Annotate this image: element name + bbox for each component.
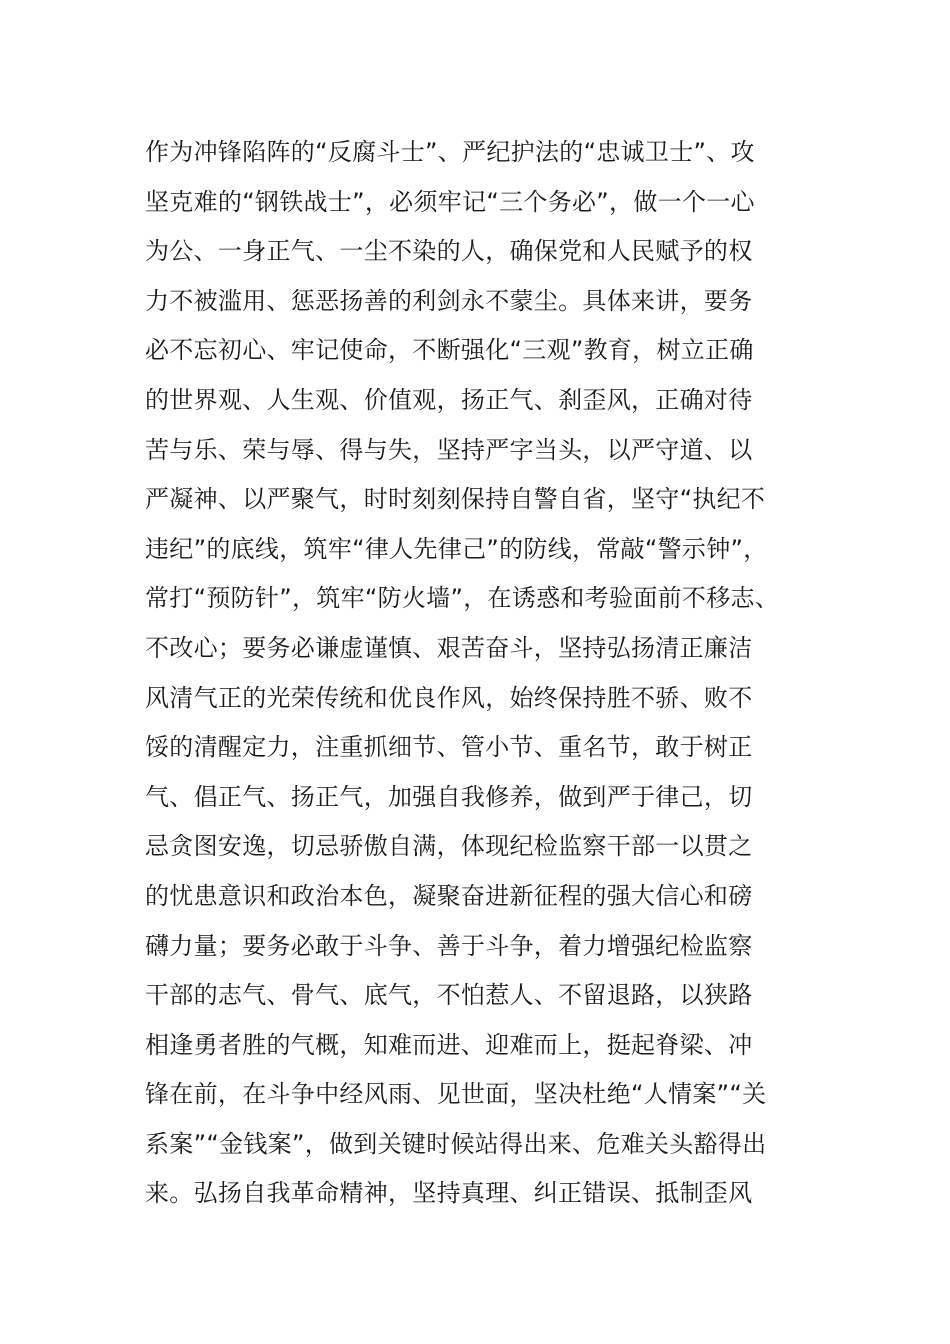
text-line: 馁的清醒定力，注重抓细节、管小节、重名节，敢于树正 [145,733,753,762]
text-line: 苦与乐、荣与辱、得与失，坚持严字当头，以严守道、以 [145,435,753,464]
text-line: 必不忘初心、牢记使命，不断强化“三观”教育，树立正确 [145,336,754,365]
text-line: 来。弘扬自我革命精神，坚持真理、纠正错误、抵制歪风 [145,1179,753,1208]
text-line: 的世界观、人生观、价值观，扬正气、刹歪风，正确对待 [145,385,753,414]
text-line: 为公、一身正气、一尘不染的人，确保党和人民赋予的权 [145,237,753,266]
text-line: 不改心；要务必谦虚谨慎、艰苦奋斗，坚持弘扬清正廉洁 [145,633,753,662]
text-line: 违纪”的底线，筑牢“律人先律己”的防线，常敲“警示钟”， [145,534,768,563]
text-line: 坚克难的“钢铁战士”，必须牢记“三个务必”，做一个一心 [145,187,755,216]
text-line: 气、倡正气、扬正气，加强自我修养，做到严于律己，切 [145,782,753,811]
text-line: 相逢勇者胜的气概，知难而进、迎难而上，挺起脊梁、冲 [145,1030,753,1059]
text-line: 系案”“金钱案”，做到关键时候站得出来、危难关头豁得出 [145,1129,767,1158]
text-line: 作为冲锋陷阵的“反腐斗士”、严纪护法的“忠诚卫士”、攻 [145,138,755,166]
text-line: 严凝神、以严聚气，时时刻刻保持自警自省，坚守“执纪不 [145,485,766,514]
text-line: 风清气正的光荣传统和优良作风，始终保持胜不骄、败不 [145,683,753,712]
text-line: 锋在前，在斗争中经风雨、见世面，坚决杜绝“人情案”“关 [145,1080,767,1109]
text-line: 常打“预防针”，筑牢“防火墙”，在诱惑和考验面前不移志、 [145,584,780,613]
text-line: 忌贪图安逸，切忌骄傲自满，体现纪检监察干部一以贯之 [145,832,753,861]
text-line: 的忧患意识和政治本色，凝聚奋进新征程的强大信心和磅 [145,881,753,910]
text-line: 力不被滥用、惩恶扬善的利剑永不蒙尘。具体来讲，要务 [145,286,753,315]
text-line: 礴力量；要务必敢于斗争、善于斗争，着力增强纪检监察 [145,931,753,960]
body-paragraph [145,128,825,1219]
text-line: 干部的志气、骨气、底气，不怕惹人、不留退路，以狭路 [145,981,753,1010]
